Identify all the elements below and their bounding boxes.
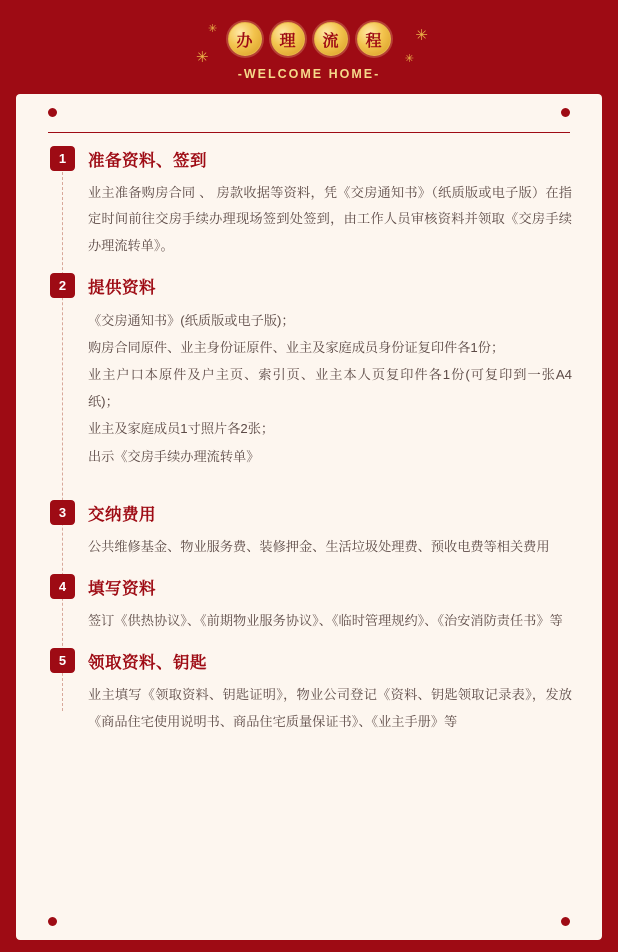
step-paragraph: 业主及家庭成员1寸照片各2张； [88,421,275,437]
title-coin-2 [271,22,305,56]
step-title: 领取资料、钥匙 [88,654,207,673]
title-coin-1 [228,22,262,56]
title-char-1: 办 [236,32,253,50]
sparkle-icon-right: ✳ [415,27,428,44]
step-header [88,574,572,600]
step-item [46,273,572,469]
step-item [46,574,572,634]
sparkle-icon-left-2: ✳ [208,23,218,35]
step-title: 提供资料 [88,279,156,298]
step-paragraph: 签订《供热协议》、《前期物业服务协议》、《临时管理规约》、《治安消防责任书》等 [88,613,563,628]
title-char-2: 理 [279,32,296,50]
corner-dot-top-left [48,108,57,117]
step-title: 交纳费用 [88,505,156,524]
step-header [88,648,572,674]
steps-list [46,146,572,735]
step-paragraph: 业主准备购房合同 、 房款收据等资料，凭《交房通知书》（纸质版或电子版）在指定时间前往交房手续办理现场签到处签到，由工作人员审核资料并领取《交房手续办理流转单》。 [88,185,572,253]
corner-dot-top-right [561,108,570,117]
step-number-badge: 4 [50,574,75,599]
sparkle-icon-left: ✳ [196,49,209,66]
divider [48,132,570,133]
title-char-4: 程 [365,32,382,50]
step-number-badge: 5 [50,648,75,673]
step-paragraph: 业主填写《领取资料、钥匙证明》，物业公司登记《资料、钥匙领取记录表》，发放《商品住宅使用说明书、商品住宅质量保证书》、《业主手册》等 [88,687,572,729]
step-paragraph: 出示《交房手续办理流转单》 [88,448,260,464]
step-paragraph: 业主户口本原件及户主页、索引页、业主本人页复印件各1份(可复印到一张A4 纸)； [88,367,572,410]
title-coin-3 [314,22,348,56]
corner-dot-bottom-right [561,917,570,926]
step-paragraph: 《交房通知书》(纸质版或电子版)； [88,313,295,329]
step-number-badge: 3 [50,500,75,525]
step-item [46,648,572,735]
corner-dot-bottom-left [48,917,57,926]
step-title: 填写资料 [88,580,156,598]
page-header [0,0,618,96]
step-header [88,273,572,299]
sparkle-icon-right-2: ✳ [404,53,414,65]
step-header [88,500,572,526]
title-coin-4 [357,22,391,56]
step-item [46,146,572,259]
step-header [88,146,572,172]
page-title [0,0,618,56]
step-number-badge: 2 [50,273,75,298]
step-paragraph: 购房合同原件、业主身份证原件、业主及家庭成员身份证复印件各1份； [88,340,505,356]
page-subtitle: -WELCOME HOME- [237,67,381,81]
title-char-3: 流 [322,32,339,50]
step-item [46,500,572,560]
step-paragraph-list [88,307,572,469]
step-number-badge: 1 [50,146,75,171]
steps-container [16,146,602,910]
step-paragraph: 公共维修基金、物业服务费、装修押金、生活垃圾处理费、预收电费等相关费用 [88,538,550,554]
content-card [16,94,602,940]
step-title: 准备资料、签到 [88,152,207,170]
